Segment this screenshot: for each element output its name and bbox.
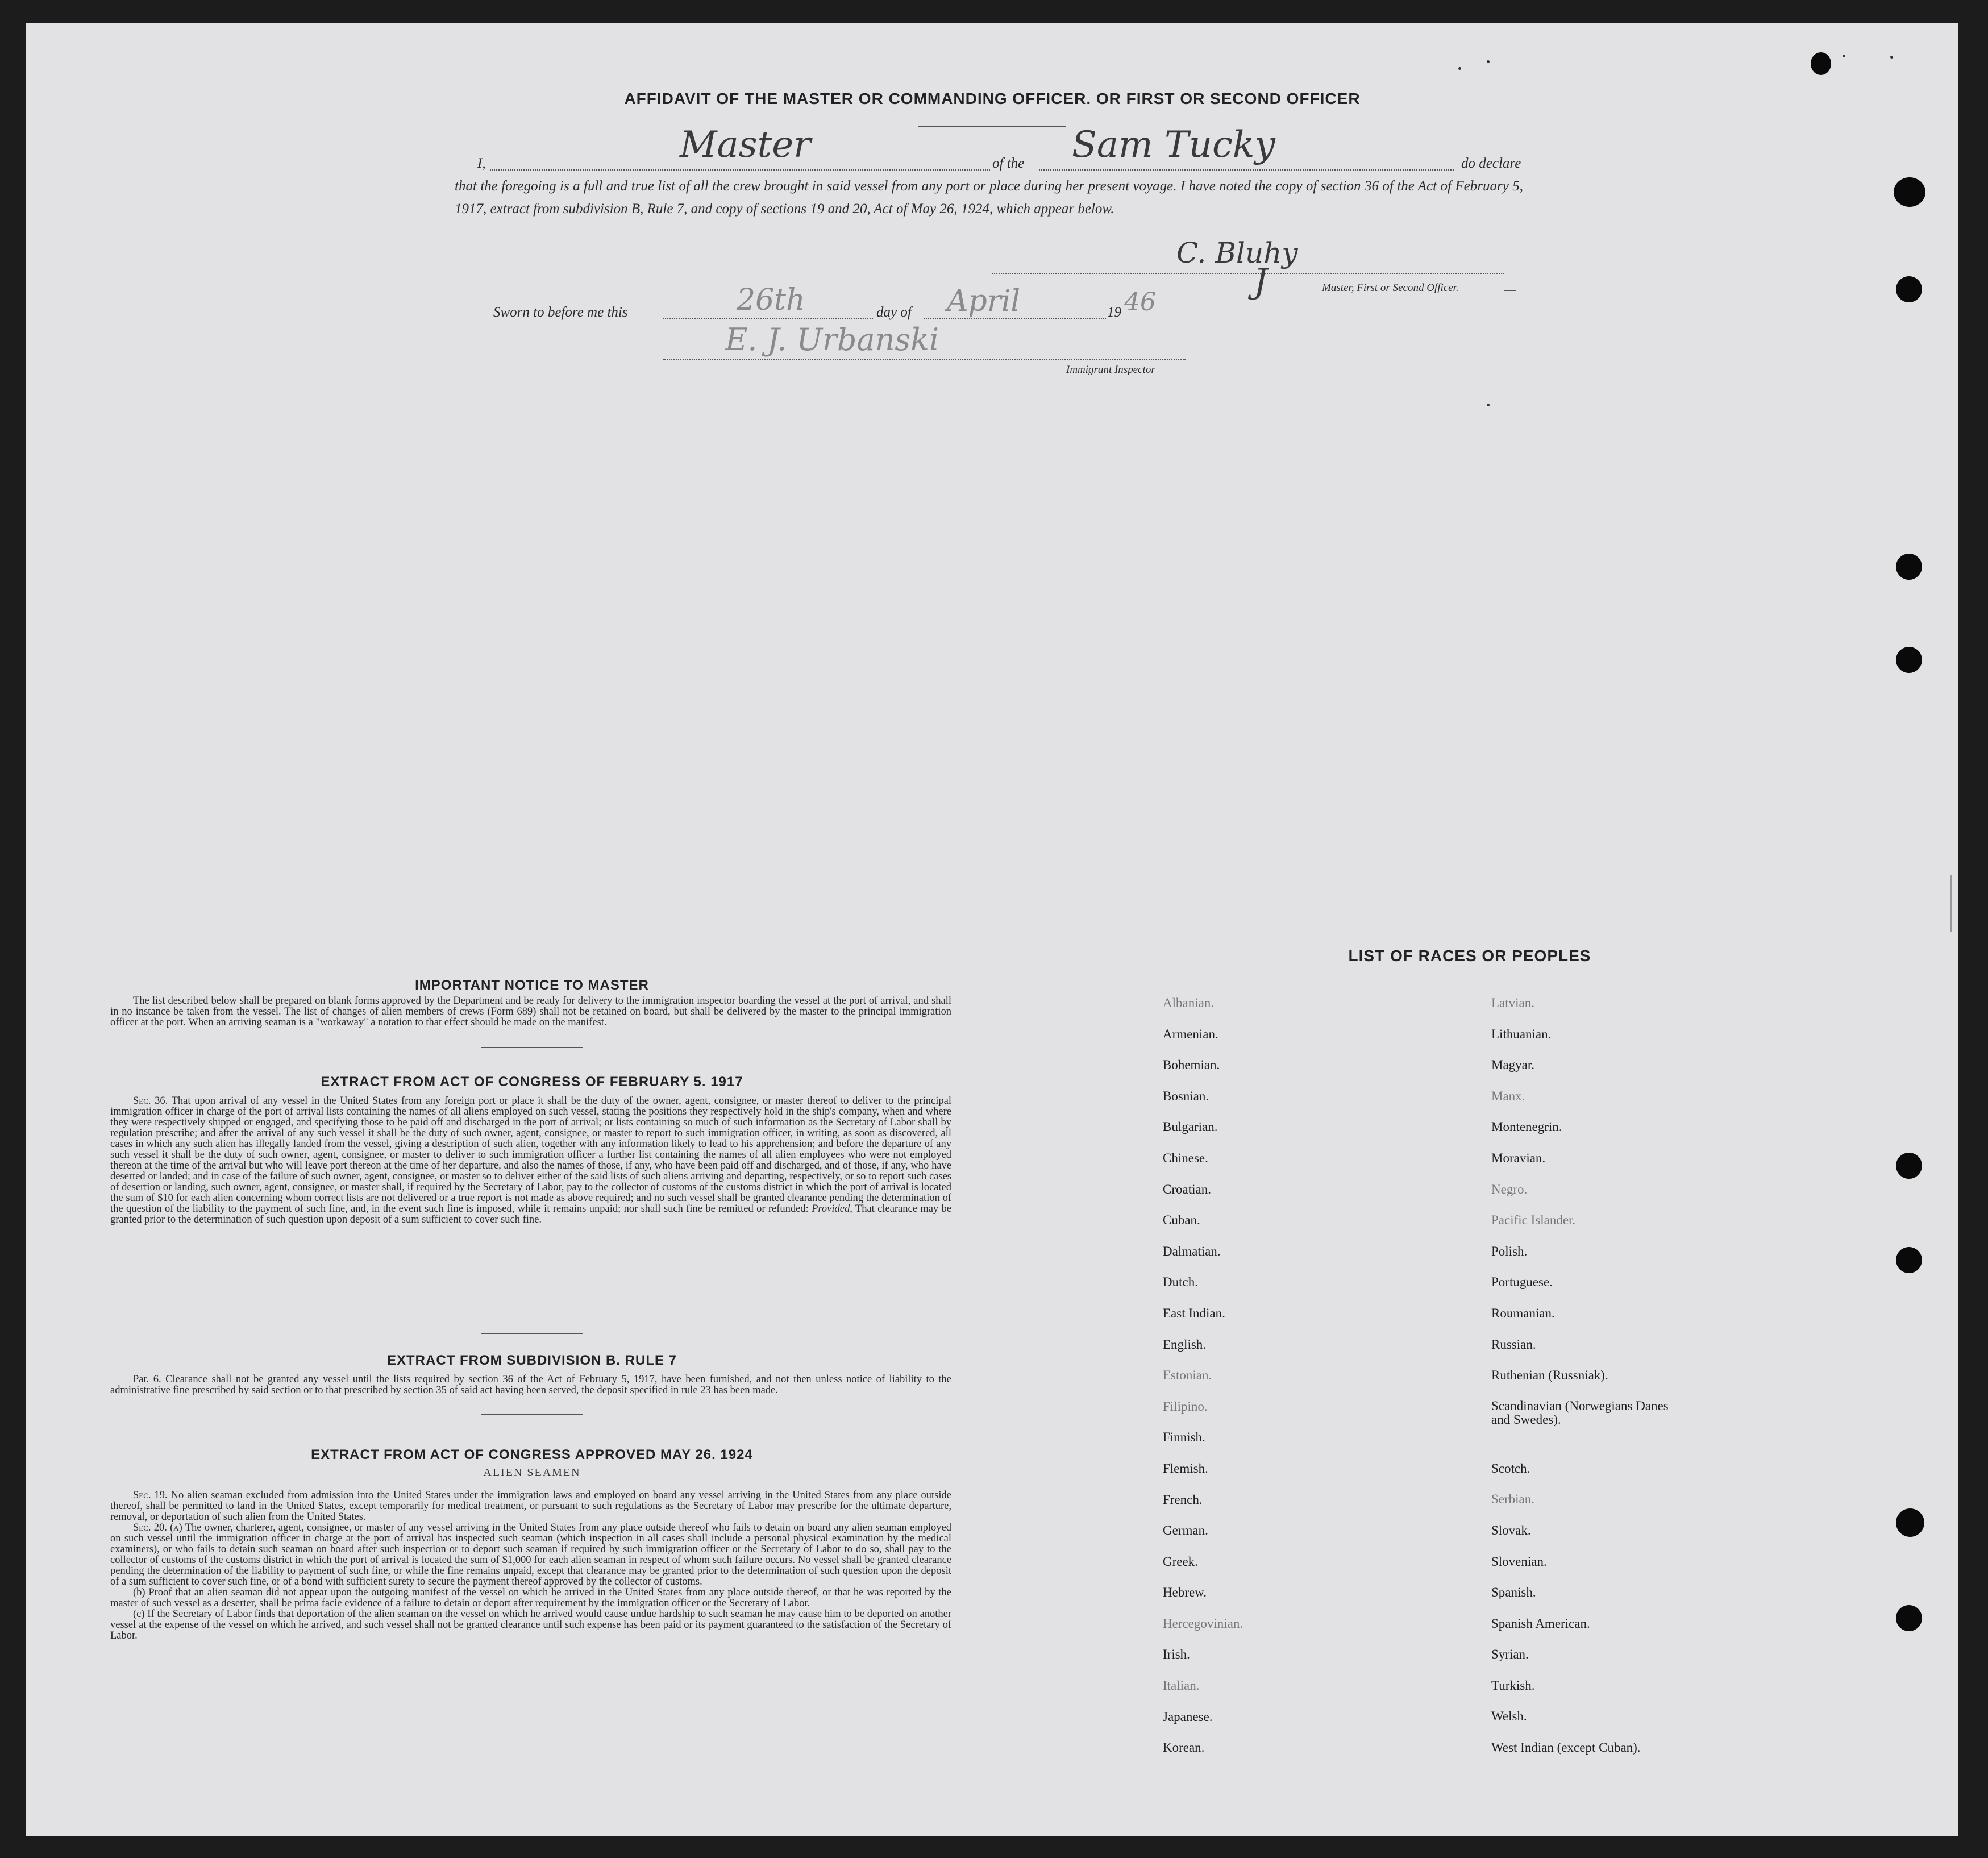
race-item: Finnish. bbox=[1163, 1430, 1205, 1445]
sec-20c-paragraph: (c) If the Secretary of Labor finds that deportation of the alien seaman on the vessel on which he arrived would cause undue hardship to such seaman he may cause him to be deported on another vessel at the expense of the vessel on which he arrived, and such vessel shall not be granted clearance until such expense has been paid or its payment guaranteed to the satisfaction of the Secretary of Labor. bbox=[110, 1608, 951, 1641]
race-item: Portuguese. bbox=[1491, 1275, 1553, 1290]
race-item: Scandinavian (Norwegians Danes and Swedes). bbox=[1491, 1398, 1669, 1427]
race-item: Turkish. bbox=[1491, 1678, 1535, 1693]
handwritten-rank: Master bbox=[680, 124, 811, 166]
race-item: Croatian. bbox=[1163, 1182, 1211, 1196]
race-item: Montenegrin. bbox=[1491, 1120, 1562, 1134]
race-item: Manx. bbox=[1491, 1088, 1525, 1103]
race-item: German. bbox=[1163, 1523, 1208, 1538]
proviso-label: Provided, bbox=[812, 1203, 852, 1215]
race-item: Italian. bbox=[1163, 1678, 1200, 1693]
vessel-line bbox=[1039, 169, 1454, 171]
master-signature-line bbox=[992, 273, 1504, 274]
handwritten-month: April bbox=[947, 284, 1020, 318]
sec-20b-paragraph: (b) Proof that an alien seaman did not appear upon the outgoing manifest of the vessel on which he arrived in the United States from any place outside thereof, or that he was reported by the master of such vessel as a deserter, shall be prima facie evidence of a failure to detain or deport after requirement by the immigration officer or the Secretary of Labor. bbox=[110, 1587, 951, 1609]
punch-hole bbox=[1896, 1508, 1924, 1537]
race-item: Korean. bbox=[1163, 1740, 1205, 1755]
handwritten-inspector: E. J. Urbanski bbox=[725, 322, 939, 358]
speck bbox=[1458, 67, 1461, 70]
race-item: Japanese. bbox=[1163, 1709, 1213, 1724]
affidavit-line1-prefix: I, bbox=[477, 156, 486, 171]
race-item: Serbian. bbox=[1491, 1492, 1535, 1507]
punch-hole bbox=[1896, 1605, 1922, 1631]
race-item: Estonian. bbox=[1163, 1368, 1212, 1383]
rule7-rule bbox=[481, 1414, 583, 1415]
sec-36-text: That upon arrival of any vessel in the United States from any foreign port or place it shall be the duty of the owner, agent, consignee, or master thereof to deliver to the principal immigration officer in charge of the port of arrival lists containing the names of all aliens employed on such vessel, stating the positions they respectively hold in the ship's company, when and where they were respectively shipped or engaged, and specifying those to be paid off and discharged in the port of arrival; or lists containing so much of such information as the Secretary of Labor shall by regulation prescribe; and after the arrival of any such vessel it shall be the duty of such owner, agent, consignee, or master to report to such immigration officer, in writing, as soon as discovered, all cases in which any such alien has illegally landed from the vessel, giving a description of such alien, together with any information likely to lead to his apprehension; and before the departure of any such vessel it shall be the duty of such owner, agent, consignee, or master to deliver to such immigration officer a further list containing the names of all alien employees who were not employed thereon at the time of the arrival but who will leave port thereon at the time of her departure, and also the names of those, if any, who have been paid off and discharged, and of those, if any, who have deserted or landed; and in case of the failure of such owner, agent, consignee, or master so to deliver either of the said lists of such aliens arriving and departing, respectively, or so to report such cases of desertion or landing, such owner, agent, consignee, or master shall, if required by the Secretary of Labor, pay to the collector of customs of the customs district in which the port of arrival is located the sum of $10 for each alien concerning whom correct lists are not delivered or a true report is not made as above required; and no such vessel shall be granted clearance pending the determination of the question of the liability to the payment of such fine, and, in the event such fine is imposed, while it remains unpaid; nor shall such fine be remitted or refunded: bbox=[110, 1095, 952, 1215]
race-item: Latvian. bbox=[1491, 996, 1534, 1010]
race-item: Dutch. bbox=[1163, 1275, 1198, 1290]
affidavit-line1-suffix: do declare bbox=[1461, 156, 1521, 171]
notice-title: IMPORTANT NOTICE TO MASTER bbox=[415, 978, 649, 993]
sec-19-text: No alien seaman excluded from admission into the United States under the immigration laws and employed on board any vessel arriving in the United States from any place outside thereof, shall be permitted to land in the United States, except temporarily for medical treatment, or pursuant to such regulations as the Secretary of Labor may prescribe for the ultimate departure, removal, or deportation of such alien from the United States. bbox=[110, 1490, 951, 1523]
race-item: English. bbox=[1163, 1337, 1207, 1352]
race-item: West Indian (except Cuban). bbox=[1491, 1740, 1641, 1755]
race-item: Dalmatian. bbox=[1163, 1244, 1221, 1258]
race-item: Lithuanian. bbox=[1491, 1026, 1552, 1041]
speck bbox=[1950, 875, 1952, 932]
punch-hole bbox=[1896, 554, 1922, 580]
race-item: Magyar. bbox=[1491, 1058, 1535, 1073]
notice-paragraph: The list described below shall be prepared on blank forms approved by the Department and be ready for delivery to the immigration inspector boarding the vessel at the port of arrival, and shall in no instance be taken from the vessel. The list of changes of alien members of crews (Form 689) shall not be retained on board, but shall be delivered by the master to the principal immigration officer at the port. When an arriving seaman is a "workaway" a notation to that effect should be made on the manifest. bbox=[110, 995, 951, 1028]
master-label-text: Master, bbox=[1322, 282, 1354, 294]
race-item: Scotch. bbox=[1491, 1461, 1530, 1475]
year-prefix: 19 bbox=[1107, 305, 1121, 320]
punch-hole bbox=[1894, 177, 1925, 207]
race-item: Greek. bbox=[1163, 1554, 1198, 1569]
races-left-column bbox=[1163, 996, 1243, 1772]
speck bbox=[1843, 55, 1845, 57]
race-item: Syrian. bbox=[1491, 1647, 1529, 1662]
affidavit-line1-of: of the bbox=[992, 156, 1025, 171]
race-item: French. bbox=[1163, 1492, 1203, 1507]
race-item: Ruthenian (Russniak). bbox=[1491, 1368, 1608, 1383]
affidavit-body: that the foregoing is a full and true list of all the crew brought in said vessel from any port or place during her present voyage. I have noted the copy of section 36 of the Act of February 5, 1917, extract from subdivision B, Rule 7, and copy of sections 19 and 20, Act of May 26, 1924, which appear below. bbox=[455, 178, 1523, 217]
race-item: Slovak. bbox=[1491, 1523, 1531, 1537]
sec-19-paragraph bbox=[110, 1490, 951, 1523]
extract-1917-text bbox=[110, 1096, 951, 1225]
extract-1917-rule bbox=[481, 1333, 583, 1334]
race-item: Armenian. bbox=[1163, 1026, 1218, 1041]
title-rule bbox=[918, 126, 1066, 127]
speck bbox=[1487, 60, 1490, 63]
document-page bbox=[26, 23, 1958, 1836]
signature-flourish: J bbox=[1254, 261, 1268, 301]
speck bbox=[1890, 56, 1893, 59]
notice-rule bbox=[481, 1047, 583, 1048]
inspector-label: Immigrant Inspector bbox=[1066, 364, 1155, 376]
notice-text bbox=[110, 996, 951, 1028]
sec-20-label: Sec. 20. (a) bbox=[133, 1522, 182, 1533]
race-item: Bulgarian. bbox=[1163, 1120, 1218, 1134]
punch-hole bbox=[1896, 647, 1922, 673]
race-item: Welsh. bbox=[1491, 1709, 1527, 1724]
race-item: Chinese. bbox=[1163, 1150, 1208, 1165]
handwritten-vessel: Sam Tucky bbox=[1072, 124, 1275, 166]
race-item: Flemish. bbox=[1163, 1461, 1208, 1475]
race-item: Slovenian. bbox=[1491, 1554, 1547, 1569]
sworn-month-line bbox=[924, 318, 1106, 319]
handwritten-signature: C. Bluhy bbox=[1176, 236, 1298, 269]
act-1924-subtitle: ALIEN SEAMEN bbox=[483, 1466, 581, 1479]
race-item: Filipino. bbox=[1163, 1399, 1208, 1414]
race-item: East Indian. bbox=[1163, 1306, 1225, 1320]
rank-line bbox=[490, 169, 990, 171]
speck bbox=[1487, 404, 1490, 406]
rule7-paragraph: Par. 6. Clearance shall not be granted any vessel until the lists required by section 36 of the Act of February 5, 1917, have been furnished, and not then unless notice of liability to the administrative fine prescribed by said section or to that prescribed by section 35 of said act having been served, the deposit specified in rule 23 has been made. bbox=[110, 1374, 951, 1396]
race-item: Moravian. bbox=[1491, 1150, 1546, 1165]
sec-19-label: Sec. 19. bbox=[133, 1490, 168, 1501]
affidavit-title: AFFIDAVIT OF THE MASTER OR COMMANDING OFFICER. OR FIRST OR SECOND OFFICER bbox=[624, 90, 1361, 107]
act-1924-title: EXTRACT FROM ACT OF CONGRESS APPROVED MAY 26. 1924 bbox=[311, 1447, 753, 1462]
master-label bbox=[1322, 282, 1459, 294]
master-label-strike-tail bbox=[1504, 290, 1516, 291]
rule7-text bbox=[110, 1374, 951, 1396]
day-of-label: day of bbox=[876, 305, 912, 320]
race-item: Hebrew. bbox=[1163, 1585, 1207, 1600]
sec-20a-paragraph bbox=[110, 1523, 951, 1587]
race-item: Russian. bbox=[1491, 1337, 1536, 1352]
race-item: Negro. bbox=[1491, 1182, 1528, 1196]
race-item: Cuban. bbox=[1163, 1213, 1200, 1228]
race-item: Hercegovinian. bbox=[1163, 1616, 1243, 1631]
race-item: Bosnian. bbox=[1163, 1088, 1209, 1103]
punch-hole bbox=[1896, 1153, 1922, 1179]
race-item: Spanish American. bbox=[1491, 1616, 1590, 1631]
race-item: Albanian. bbox=[1163, 996, 1215, 1010]
races-right-column bbox=[1491, 996, 1685, 1772]
sworn-label: Sworn to before me this bbox=[493, 305, 628, 320]
race-item: Polish. bbox=[1491, 1244, 1528, 1258]
punch-hole bbox=[1896, 276, 1922, 302]
race-item: Bohemian. bbox=[1163, 1058, 1220, 1073]
handwritten-day: 26th bbox=[737, 283, 805, 317]
punch-hole bbox=[1811, 52, 1831, 75]
punch-hole bbox=[1896, 1247, 1922, 1273]
sworn-day-line bbox=[663, 318, 873, 319]
extract-1917-title: EXTRACT FROM ACT OF CONGRESS OF FEBRUARY 5. 1917 bbox=[321, 1074, 743, 1090]
race-item: Roumanian. bbox=[1491, 1306, 1555, 1320]
race-item: Pacific Islander. bbox=[1491, 1213, 1576, 1228]
races-title: LIST OF RACES OR PEOPLES bbox=[1348, 947, 1591, 965]
master-label-struck: First or Second Officer. bbox=[1357, 282, 1459, 294]
race-item: Irish. bbox=[1163, 1647, 1190, 1662]
handwritten-year: 46 bbox=[1124, 288, 1156, 317]
inspector-line bbox=[663, 359, 1186, 360]
extract-1917-paragraph bbox=[110, 1096, 951, 1225]
sec-20a-text: The owner, charterer, agent, consignee, or master of any vessel arriving in the United States from any place outside thereof who fails to detain on board any alien seaman employed on such vessel until the immigration officer in charge at the port of arrival has inspected such seaman (which inspection in all cases shall include a personal physical examination by the medical examiners), or who fails to detain such seaman on board after such inspection or to deport such seaman if required by such immigration officer or the Secretary of Labor to do so, shall pay to the collector of customs of the customs district in which the port of arrival is located the sum of $1,000 for each alien seaman in respect of whom such failure occurs. No vessel shall be granted clearance pending the determination of the liability to payment of such fine, or while the fine remains unpaid, except that clearance may be granted prior to the determination of such question upon the deposit of a sum sufficient to cover such fine, or of a bond with sufficient surety to secure the payment thereof approved by the collector of customs. bbox=[110, 1522, 951, 1587]
rule7-title: EXTRACT FROM SUBDIVISION B. RULE 7 bbox=[386, 1353, 677, 1368]
race-item: Spanish. bbox=[1491, 1585, 1536, 1600]
proviso-text: That clearance may be granted prior to the determination of such question upon deposit of a sum sufficient to cover such fine. bbox=[110, 1203, 952, 1225]
sec-36-label: Sec. 36. bbox=[133, 1095, 168, 1107]
act-1924-text bbox=[110, 1490, 951, 1641]
